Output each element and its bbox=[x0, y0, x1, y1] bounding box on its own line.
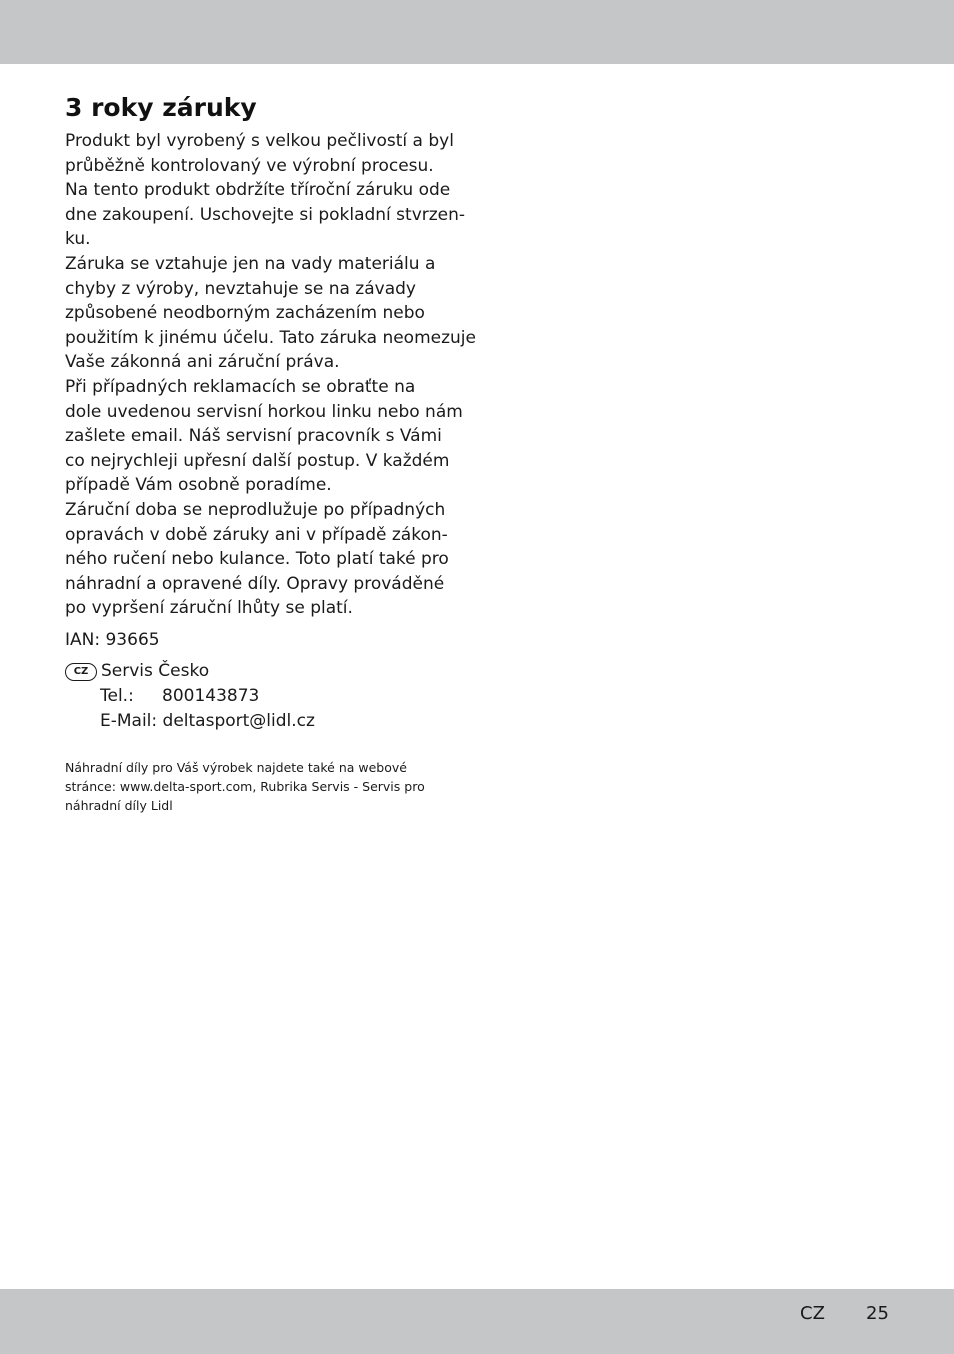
warranty-section bbox=[65, 92, 476, 815]
footnote-line: stránce: www.delta-sport.com, Rubrika Servis - Servis pro bbox=[65, 779, 425, 795]
text-line: případě Vám osobně poradíme. bbox=[65, 475, 332, 496]
service-title-row bbox=[65, 659, 465, 684]
text-line: chyby z výroby, nevztahuje se na závady bbox=[65, 278, 416, 299]
service-name: Servis Česko bbox=[101, 661, 210, 682]
text-line: náhradní a opravené díly. Opravy prováděné bbox=[65, 573, 445, 594]
spare-parts-note bbox=[65, 758, 465, 815]
phone-number: 800143873 bbox=[162, 686, 260, 707]
header-band bbox=[0, 0, 954, 64]
contact-details bbox=[65, 684, 465, 734]
phone-label: Tel.: bbox=[100, 686, 134, 707]
text-line: ného ručení nebo kulance. Toto platí také pro bbox=[65, 549, 449, 570]
text-line: použitím k jinému účelu. Tato záruka neomezuje bbox=[65, 327, 476, 348]
text-line: Na tento produkt obdržíte tříroční záruku ode bbox=[65, 180, 451, 201]
email-label: E-Mail: bbox=[100, 711, 158, 732]
text-line: Při případných reklamacích se obraťte na bbox=[65, 376, 416, 397]
country-badge-icon: CZ bbox=[65, 663, 97, 681]
service-contact bbox=[65, 659, 465, 734]
warranty-text bbox=[65, 129, 476, 621]
text-line: Vaše zákonná ani záruční práva. bbox=[65, 352, 340, 373]
text-line: Záruční doba se neprodlužuje po případných bbox=[65, 499, 446, 520]
text-line: co nejrychleji upřesní další postup. V každém bbox=[65, 450, 450, 471]
text-line: po vypršení záruční lhůty se platí. bbox=[65, 598, 353, 619]
text-line: průběžně kontrolovaný ve výrobní procesu. bbox=[65, 155, 434, 176]
page-number: 25 bbox=[866, 1303, 889, 1324]
text-line: dne zakoupení. Uschovejte si pokladní stvrzen- bbox=[65, 204, 466, 225]
text-line: způsobené neodborným zacházením nebo bbox=[65, 303, 425, 324]
text-line: zašlete email. Náš servisní pracovník s Vámi bbox=[65, 426, 442, 447]
footer-language: CZ bbox=[800, 1303, 825, 1324]
text-line: ku. bbox=[65, 229, 91, 250]
text-line: dole uvedenou servisní horkou linku nebo nám bbox=[65, 401, 463, 422]
text-line: Produkt byl vyrobený s velkou pečlivostí a byl bbox=[65, 131, 454, 151]
ian-number: IAN: 93665 bbox=[65, 629, 160, 650]
page-title: 3 roky záruky bbox=[65, 93, 257, 122]
phone-row bbox=[100, 684, 465, 709]
text-line: opravách v době záruky ani v případě zákon- bbox=[65, 524, 448, 545]
footnote-line: náhradní díly Lidl bbox=[65, 798, 173, 814]
email-address: deltasport@lidl.cz bbox=[162, 711, 315, 732]
email-row bbox=[100, 709, 465, 734]
text-line: Záruka se vztahuje jen na vady materiálu a bbox=[65, 253, 436, 274]
footnote-line: Náhradní díly pro Váš výrobek najdete také na webové bbox=[65, 760, 407, 776]
